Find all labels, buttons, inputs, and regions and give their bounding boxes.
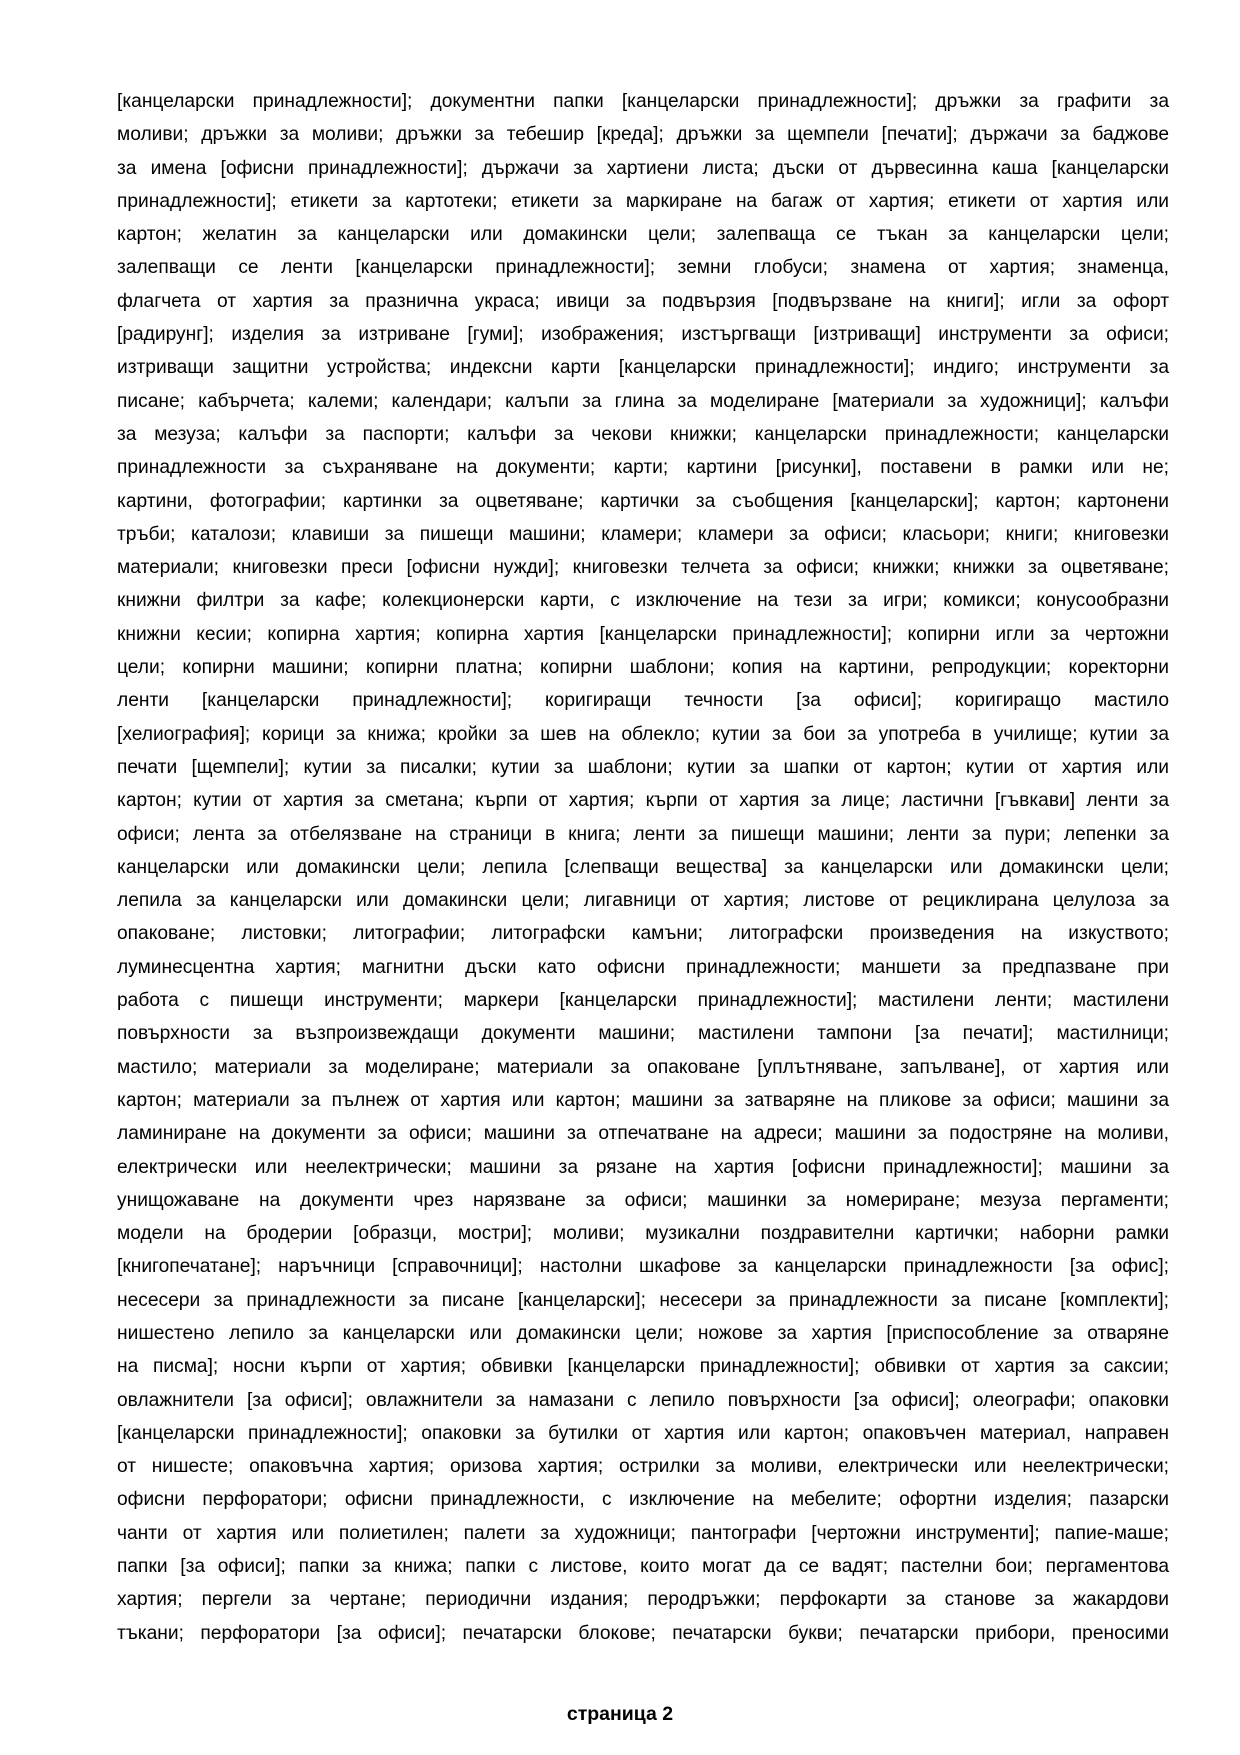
text-line: опаковане; листовки; литографии; литографски камъни; литографски произведения на изкуството; <box>117 923 1169 945</box>
text-line: принадлежности за съхраняване на документи; карти; картини [рисунки], поставени в рамки или не; <box>117 457 1169 479</box>
text-line: картини, фотографии; картинки за оцветяване; картички за съобщения [канцеларски]; картон; картонени <box>117 490 1169 512</box>
text-line: [радирунг]; изделия за изтриване [гуми]; изображения; изстъргващи [изтриващи] инструменти за офиси; <box>117 324 1169 346</box>
text-line: нишестено лепило за канцеларски или домакински цели; ножове за хартия [приспособление за отваряне <box>117 1322 1169 1344</box>
text-line: модели на бродерии [образци, мостри]; моливи; музикални поздравителни картички; наборни рамки <box>117 1223 1169 1245</box>
text-line: електрически или неелектрически; машини за рязане на хартия [офисни принадлежности]; машини за <box>117 1156 1169 1178</box>
text-line: тъкани; перфоратори [за офиси]; печатарски блокове; печатарски букви; печатарски прибори, преносими <box>117 1622 1169 1644</box>
text-line: писане; кабърчета; калеми; календари; калъпи за глина за моделиране [материали за художници]; калъфи <box>117 390 1169 412</box>
text-line: ленти [канцеларски принадлежности]; коригиращи течности [за офиси]; коригиращо мастило <box>117 690 1169 712</box>
text-line: картон; желатин за канцеларски или домакински цели; залепваща се тъкан за канцеларски цели; <box>117 224 1169 246</box>
text-line: повърхности за възпроизвеждащи документи машини; мастилени тампони [за печати]; мастилници; <box>117 1023 1169 1045</box>
text-line: хартия; пергели за чертане; периодични издания; перодръжки; перфокарти за станове за жакардови <box>117 1589 1169 1611</box>
text-line: лепила за канцеларски или домакински цели; лигавници от хартия; листове от рециклирана целулоза за <box>117 890 1169 912</box>
text-line: офисни перфоратори; офисни принадлежности, с изключение на мебелите; офортни изделия; пазарски <box>117 1489 1169 1511</box>
text-line: овлажнители [за офиси]; овлажнители за намазани с лепило повърхности [за офиси]; олеографи; опаковки <box>117 1389 1169 1411</box>
text-line: несесери за принадлежности за писане [канцеларски]; несесери за принадлежности за писане [комплекти]; <box>117 1289 1169 1311</box>
text-line: залепващи се ленти [канцеларски принадлежности]; земни глобуси; знамена от хартия; знаменца, <box>117 257 1169 279</box>
text-line: [канцеларски принадлежности]; опаковки за бутилки от хартия или картон; опаковъчен материал, направен <box>117 1422 1169 1444</box>
text-line: на писма]; носни кърпи от хартия; обвивки [канцеларски принадлежности]; обвивки от хартия за саксии; <box>117 1356 1169 1378</box>
text-line: изтриващи защитни устройства; индексни карти [канцеларски принадлежности]; индиго; инструменти за <box>117 357 1169 379</box>
text-line: материали; книговезки преси [офисни нужди]; книговезки телчета за офиси; книжки; книжки за оцветяване; <box>117 557 1169 579</box>
text-line: от нишесте; опаковъчна хартия; оризова хартия; острилки за моливи, електрически или неелектрически; <box>117 1456 1169 1478</box>
text-line: книжни филтри за кафе; колекционерски карти, с изключение на тези за игри; комикси; конусообразни <box>117 590 1169 612</box>
text-line: моливи; дръжки за моливи; дръжки за тебешир [креда]; дръжки за щемпели [печати]; държачи за баджове <box>117 124 1169 146</box>
text-line: [хелиография]; корици за книжа; кройки за шев на облекло; кутии за бои за употреба в училище; кутии за <box>117 723 1169 745</box>
text-line: работа с пишещи инструменти; маркери [канцеларски принадлежности]; мастилени ленти; мастилени <box>117 990 1169 1012</box>
text-line: луминесцентна хартия; магнитни дъски като офисни принадлежности; маншети за предпазване при <box>117 956 1169 978</box>
text-line: книжни кесии; копирна хартия; копирна хартия [канцеларски принадлежности]; копирни игли за чертожни <box>117 623 1169 645</box>
text-line: [канцеларски принадлежности]; документни папки [канцеларски принадлежности]; дръжки за графити за <box>117 91 1169 112</box>
text-line: тръби; каталози; клавиши за пишещи машини; кламери; кламери за офиси; класьори; книги; книговезки <box>117 523 1169 545</box>
page-number: страница 2 <box>566 1703 674 1725</box>
text-line: картон; материали за пълнеж от хартия или картон; машини за затваряне на пликове за офиси; машини за <box>117 1089 1169 1111</box>
text-line: [книгопечатане]; наръчници [справочници]; настолни шкафове за канцеларски принадлежности [за офис]; <box>117 1256 1169 1278</box>
document-body <box>117 85 1169 1650</box>
text-line: канцеларски или домакински цели; лепила [слепващи вещества] за канцеларски или домакински цели; <box>117 856 1169 878</box>
text-line: принадлежности]; етикети за картотеки; етикети за маркиране на багаж от хартия; етикети от хартия или <box>117 190 1169 212</box>
text-line: картон; кутии от хартия за сметана; кърпи от хартия; кърпи от хартия за лице; ластични [гъвкави] ленти за <box>117 790 1169 812</box>
text-line: унищожаване на документи чрез нарязване за офиси; машинки за номериране; мезуза пергаменти; <box>117 1189 1169 1211</box>
text-line: за имена [офисни принадлежности]; държачи за хартиени листа; дъски от дървесинна каша [канцеларски <box>117 157 1169 179</box>
text-line: мастило; материали за моделиране; материали за опаковане [уплътняване, запълване], от хартия или <box>117 1056 1169 1078</box>
text-line: флагчета от хартия за празнична украса; ивици за подвързия [подвързване на книги]; игли за офорт <box>117 290 1169 312</box>
text-line: печати [щемпели]; кутии за писалки; кутии за шаблони; кутии за шапки от картон; кутии от хартия или <box>117 756 1169 778</box>
text-line: за мезуза; калъфи за паспорти; калъфи за чекови книжки; канцеларски принадлежности; канцеларски <box>117 423 1169 445</box>
text-line: цели; копирни машини; копирни платна; копирни шаблони; копия на картини, репродукции; коректорни <box>117 657 1169 679</box>
text-line: чанти от хартия или полиетилен; палети за художници; пантографи [чертожни инструменти]; папие-маше; <box>117 1522 1169 1544</box>
text-line: ламиниране на документи за офиси; машини за отпечатване на адреси; машини за подостряне на моливи, <box>117 1123 1169 1145</box>
text-line: офиси; лента за отбелязване на страници в книга; ленти за пишещи машини; ленти за пури; лепенки за <box>117 823 1169 845</box>
text-line: папки [за офиси]; папки за книжа; папки с листове, които могат да се вадят; пастелни бои; пергаментова <box>117 1556 1169 1578</box>
